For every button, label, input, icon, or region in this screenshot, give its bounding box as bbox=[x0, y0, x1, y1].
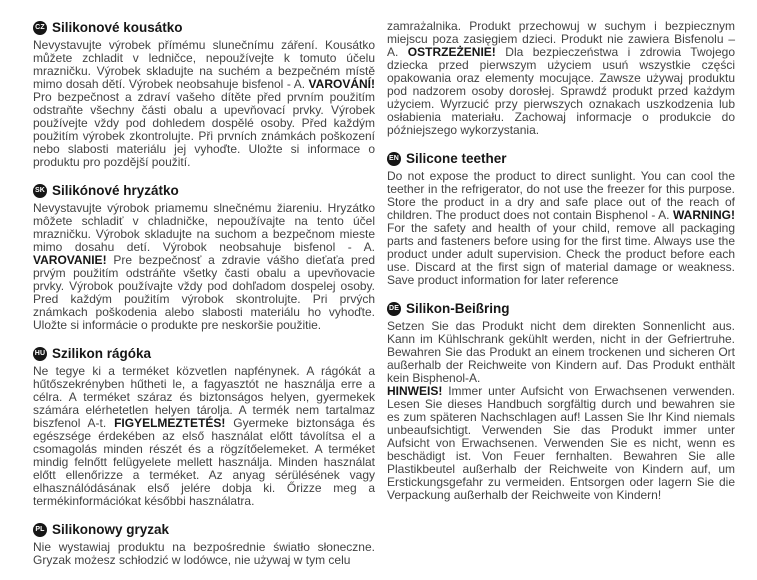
language-badge-en: EN bbox=[387, 152, 401, 166]
section-sk-title: Silikónové hryzátko bbox=[52, 183, 179, 198]
body-text: Do not expose the product to direct sunlight. You can cool the teether in the refrigerator, do not use the freezer for this purpose. Store the product in a dry and safe place out of the reach of children. The product does not contain Bisphenol - A. bbox=[387, 169, 735, 222]
language-badge-pl: PL bbox=[33, 523, 47, 537]
warning-keyword: VAROVÁNÍ! bbox=[308, 77, 375, 91]
language-badge-cz: CZ bbox=[33, 21, 47, 35]
section-cz-title: Silikonové kousátko bbox=[52, 20, 183, 35]
body-text: For the safety and health of your child, remove all packaging parts and fasteners before using for the first time. Always use the product under adult supervision. Check the product before each use. Discard at the first sign of material damage or weakness. Save product information for later reference bbox=[387, 221, 735, 287]
section-hu-heading bbox=[33, 346, 375, 362]
warning-keyword: FIGYELMEZTETÉS! bbox=[114, 416, 226, 430]
section-cz bbox=[33, 20, 375, 169]
section-hu-body bbox=[33, 365, 375, 508]
body-text: Setzen Sie das Produkt nicht dem direkten Sonnenlicht aus. Kann im Kühlschrank gekühlt werden, nicht in der Gefriertruhe. Bewahren Sie das Produkt an einem trockenen und sicheren Ort außerhalb der Reichweite von Kindern auf. Das Produkt enthält kein Bisphenol-A. bbox=[387, 319, 735, 385]
language-badge-hu: HU bbox=[33, 347, 47, 361]
section-en-heading bbox=[387, 151, 735, 167]
section-hu bbox=[33, 346, 375, 508]
section-pl-heading bbox=[33, 522, 375, 538]
section-pl-title: Silikonowy gryzak bbox=[52, 522, 170, 537]
body-text: zamrażalnika. Produkt przechowuj w suchym i bezpiecznym miejscu poza zasięgiem dzieci. Produkt nie zawiera Bisfenolu – A. bbox=[387, 19, 735, 59]
section-sk-body bbox=[33, 202, 375, 332]
section-pl-body bbox=[33, 541, 375, 567]
warning-keyword: VAROVANIE! bbox=[33, 253, 107, 267]
body-text: Pre bezpečnosť a zdravie vášho dieťaťa pred prvým použitím odstráňte všetky časti obalu a upevňovacie prvky. Výrobok používajte vždy pod dohľadom dospelej osoby. Pred každým použitím výrobok skontrolujte. Pri prvých známkach poškodenia alebo slabosti materiálu ho vyhoďte. Uložte si informácie o produkte pre neskoršie použitie. bbox=[33, 253, 375, 332]
section-en-title: Silicone teether bbox=[406, 151, 507, 166]
body-text: Nevystavujte výrobek přímému slunečnímu záření. Kousátko můžete zchladit v ledničce, nepoužívejte k tomuto účelu mrazničku. Výrobek skladujte na suchém a bezpečném místě mimo dosah dětí. Výrobek neobsahuje bisfenol - A. bbox=[33, 38, 375, 91]
warning-keyword: WARNING! bbox=[673, 208, 735, 222]
right-column bbox=[387, 20, 735, 570]
section-sk-heading bbox=[33, 183, 375, 199]
section-cz-heading bbox=[33, 20, 375, 36]
body-text: Gyermeke biztonsága és egészsége érdekében az első használat előtt távolítsa el a csomagolás minden részét és a rögzítőelemeket. A terméket mindig felnőtt felügyelete mellett használja. Minden használat előtt ellenőrizze a terméket. Az anyag sérülésének vagy elhasználódásának első jelére dobja ki. Őrizze meg a termékinformációkat későbbi használatra. bbox=[33, 416, 375, 508]
body-text: Nie wystawiaj produktu na bezpośrednie światło słoneczne. Gryzak możesz schłodzić w lodówce, nie używaj w tym celu bbox=[33, 540, 375, 567]
section-sk bbox=[33, 183, 375, 332]
body-text: Pro bezpečnost a zdraví vašeho dítěte před prvním použitím odstraňte všechny části obalu a upevňovací prvky. Výrobek používejte vždy pod dohledem dospělé osoby. Před každým použitím výrobek zkontrolujte. Při prvních známkách poškození nebo slabosti materiálu jej vyhoďte. Uložte si informace o produktu pro pozdější použití. bbox=[33, 90, 375, 169]
section-cz-body bbox=[33, 39, 375, 169]
section-de bbox=[387, 301, 735, 502]
section-en bbox=[387, 151, 735, 287]
section-pl bbox=[33, 522, 375, 567]
section-de-heading bbox=[387, 301, 735, 317]
warning-keyword: OSTRZEŻENIE! bbox=[407, 45, 496, 59]
language-badge-de: DE bbox=[387, 302, 401, 316]
left-column bbox=[33, 20, 375, 570]
section-de-body-paragraph-2 bbox=[387, 385, 735, 502]
warning-keyword: HINWEIS! bbox=[387, 384, 443, 398]
section-pl-continuation bbox=[387, 20, 735, 137]
body-text: Ne tegye ki a terméket közvetlen napfénynek. A rágókát a hűtőszekrényben hűtheti le, a fagyasztót ne használja erre a célra. A terméket száraz és biztonságos helyen, gyermekek számára elérhetetlen helyen tárolja. A termék nem tartalmaz biszfenol A-t. bbox=[33, 364, 375, 430]
section-hu-title: Szilikon rágóka bbox=[52, 346, 152, 361]
body-text: Nevystavujte výrobok priamemu slnečnému žiareniu. Hryzátko môžete schladiť v chladničke, nepoužívajte na tento účel mrazničku. Výrobok skladujte na suchom a bezpečnom mieste mimo dosahu detí. Výrobok neobsahuje bisfenol - A. bbox=[33, 201, 375, 254]
section-en-body bbox=[387, 170, 735, 287]
body-text: Immer unter Aufsicht von Erwachsenen verwenden. Lesen Sie dieses Handbuch sorgfältig durch und bewahren sie es zum späteren Nachschlagen auf! Lassen Sie Ihr Kind niemals unbeaufsichtigt. Verwenden Sie das Produkt immer unter Aufsicht von Erwachsenen. Verwenden Sie es nicht, wenn es beschädigt ist. Von Feuer fernhalten. Bewahren Sie alle Plastikbeutel außerhalb der Reichweite von Kindern auf, um Erstickungsgefahr zu vermeiden. Entsorgen oder lagern Sie die Verpackung außerhalb der Reichweite von Kindern! bbox=[387, 384, 735, 502]
section-pl-continuation-body bbox=[387, 20, 735, 137]
body-text: Dla bezpieczeństwa i zdrowia Twojego dziecka przed pierwszym użyciem usuń wszystkie części opakowania oraz elementy mocujące. Zawsze używaj produktu pod nadzorem osoby dorosłej. Sprawdź produkt przed każdym użyciem. Wyrzucić przy pierwszych oznakach uszkodzenia lub osłabienia materiału. Zachowaj informacje o produkcie do późniejszego wykorzystania. bbox=[387, 45, 735, 137]
section-de-title: Silikon-Beißring bbox=[406, 301, 510, 316]
language-badge-sk: SK bbox=[33, 184, 47, 198]
section-de-body-paragraph-1 bbox=[387, 320, 735, 385]
